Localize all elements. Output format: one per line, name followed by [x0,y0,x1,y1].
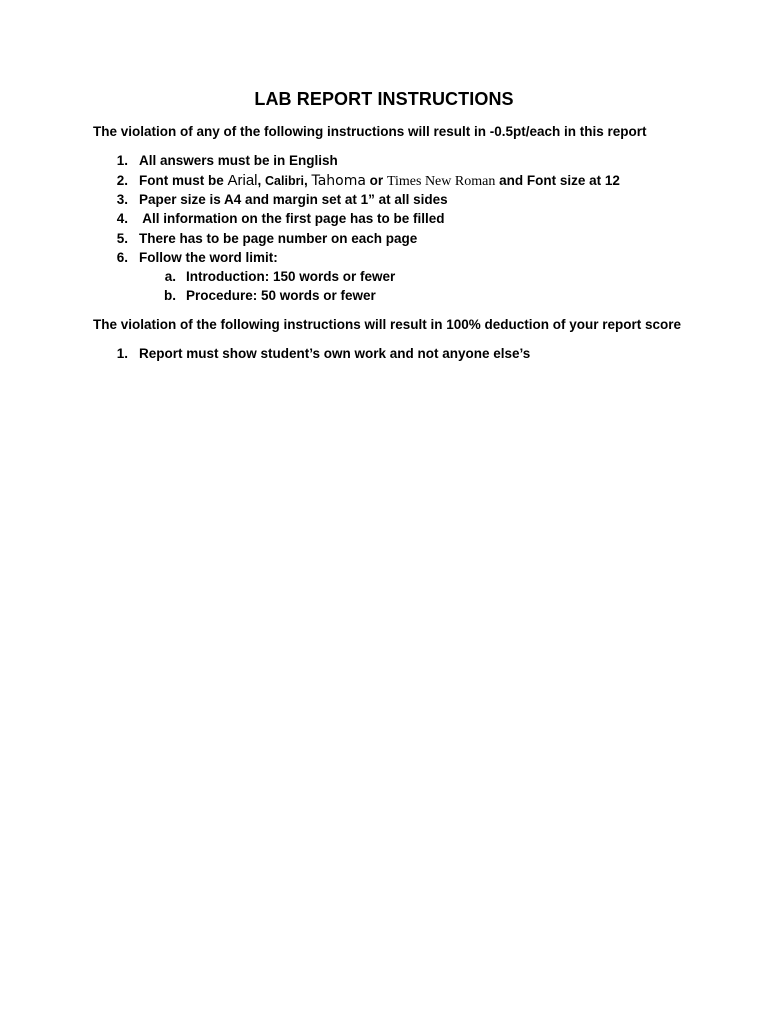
page-title: LAB REPORT INSTRUCTIONS [254,89,514,109]
list-item-number: 1. [116,153,128,168]
font-name-arial: Arial [227,172,258,189]
separator: , [257,173,266,188]
connector: or [365,173,387,188]
list-item-number: 2. [116,173,128,188]
list-item-number: 6. [116,250,128,265]
list-item-number: 4. [116,211,128,226]
separator: , [303,173,312,188]
list-item [139,172,620,190]
section2-intro: The violation of the following instructions will result in 100% deduction of your report score [93,317,682,332]
font-name-tahoma: Tahoma [311,173,366,189]
list-item: All information on the first page has to be filled [139,211,445,226]
sublist-item-letter: a. [164,269,176,284]
font-name-times: Times New Roman [386,174,496,189]
section1-intro: The violation of any of the following instructions will result in -0.5pt/each in this report [93,124,647,139]
list-item: Report must show student’s own work and not anyone else’s [139,346,531,361]
list-item-text: and Font size at 12 [495,173,620,188]
list-item: Paper size is A4 and margin set at 1” at all sides [139,192,448,207]
list-item: There has to be page number on each page [139,231,418,246]
list-item-number: 5. [116,231,128,246]
list-item-number: 1. [116,346,128,361]
list-item: All answers must be in English [139,153,338,168]
sublist-item: Procedure: 50 words or fewer [186,288,376,303]
font-name-calibri: Calibri [265,174,304,188]
sublist-item: Introduction: 150 words or fewer [186,269,396,284]
list-item-number: 3. [116,192,128,207]
list-item-text: Font must be [139,173,228,188]
sublist-item-letter: b. [164,288,176,303]
list-item: Follow the word limit: [139,250,278,265]
